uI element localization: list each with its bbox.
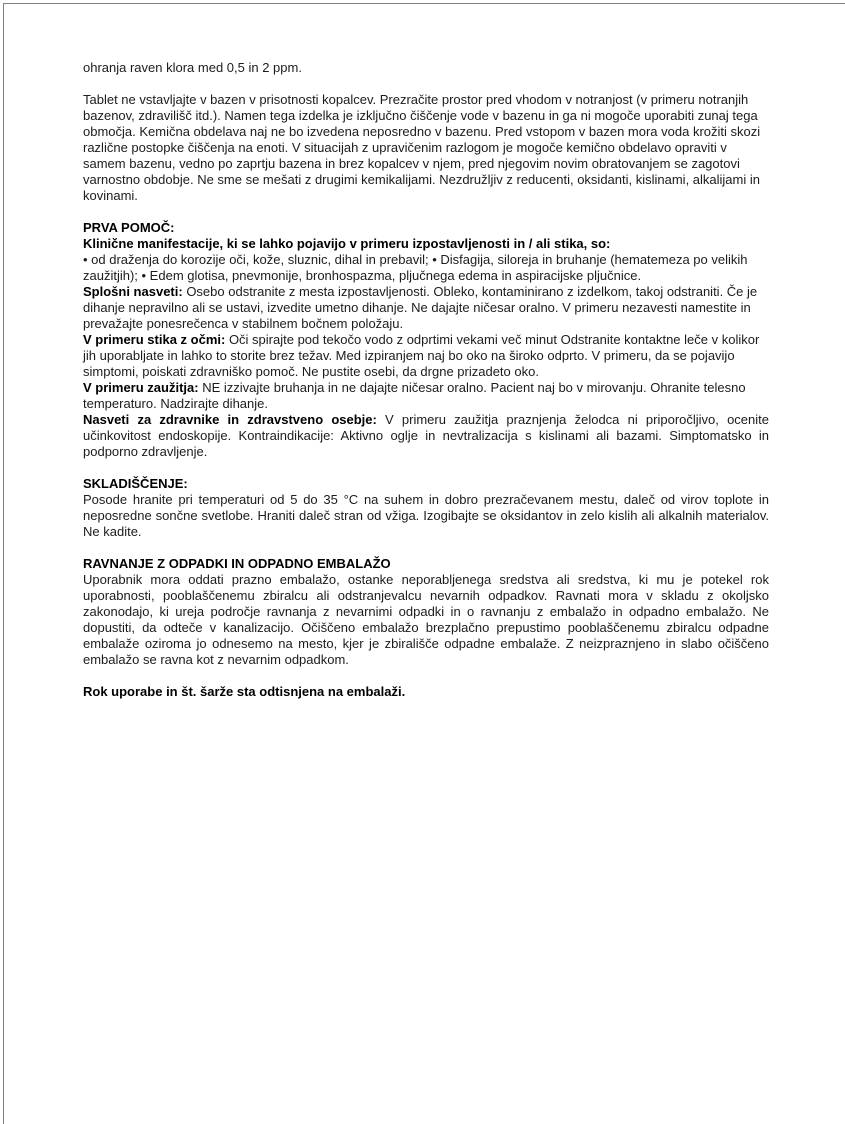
- usage-warning-paragraph-text: Tablet ne vstavljajte v bazen v prisotnosti kopalcev. Prezračite prostor pred vhodom v notranjost (v primeru notranjih bazenov, zdravilišč itd.). Namen tega izdelka je izključno čiščenje vode v bazenu in ga ni mogoče uporabiti zunaj tega območja. Kemična obdelava naj ne bo izvedena neposredno v bazenu. Pred vstopom v bazen mora voda krožiti skozi različne postopke čiščenja na enoti. V situacijah z upravičenim razlogom je mogoče kemično obdelavo opraviti v samem bazenu, vedno po zaprtju bazena in brez kopalcev v njem, pred njegovim novim obratovanjem se zagotovi varnostno obdobje. Ne sme se mešati z drugimi kemikalijami. Nezdružljiv z reducenti, oksidanti, kislinami, alkalijami in kovinami.: [83, 92, 761, 203]
- clinical-manifestations-list-text: • od draženja do korozije oči, kože, sluznic, dihal in prebavil; • Disfagija, siloreja in bruhanje (hematemeza po velikih zaužitjih); • Edem glotisa, pnevmonije, bronhospazma, pljučnega edema in aspiracijske pljučnice.: [83, 252, 748, 283]
- waste-handling-paragraph-text: Uporabnik mora oddati prazno embalažo, ostanke neporabljenega sredstva ali sredstva, ki mu je potekel rok uporabnosti, pooblaščenemu zbiralcu ali odstranjevalcu nevarnih odpadkov. Ravnati mora v skladu z okoljsko zakonodajo, ki ureja področje ravnanja z nevarnimi odpadki in o ravnanju z embalažo in odpadno embalažo. Ne dopustiti, da odteče v kanalizacijo. Očiščeno embalažo brezplačno prepustimo pooblaščenemu zbiralcu odpadne embalaže oziroma jo odnesemo na mesto, kjer je zbirališče odpadne embalaže. Z neizpraznjeno in slabo očiščeno embalažo se ravna kot z nevarnim odpadkom.: [83, 572, 769, 667]
- clinical-manifestations-heading: [83, 236, 769, 252]
- medical-staff-advice-text: V primeru zaužitja praznjenja želodca ni priporočljivo, ocenite učinkovitost endoskopije. Kontraindikacije: Aktivno oglje in nevtralizacija s kislinami ali bazami. Simptomatsko in podporno zdravljenje.: [83, 412, 770, 459]
- storage-paragraph: [83, 492, 769, 540]
- eye-contact-advice-label: V primeru stika z očmi:: [83, 332, 226, 347]
- general-advice: [83, 284, 769, 332]
- waste-handling-paragraph: [83, 572, 769, 668]
- first-aid-heading-label: PRVA POMOČ:: [83, 220, 175, 235]
- document-page: [3, 3, 845, 1124]
- general-advice-label: Splošni nasveti:: [83, 284, 183, 299]
- storage-paragraph-text: Posode hranite pri temperaturi od 5 do 35 °C na suhem in dobro prezračevanem mestu, daleč od virov toplote in neposredne sončne svetlobe. Hraniti daleč stran od vžiga. Izogibajte se oksidantov in zelo kislih ali alkalnih materialov. Ne kadite.: [83, 492, 769, 539]
- expiry-note-section: [83, 684, 769, 700]
- expiry-note-line: [83, 684, 769, 700]
- first-aid-heading: [83, 220, 769, 236]
- clinical-manifestations-heading-label: Klinične manifestacije, ki se lahko pojavijo v primeru izpostavljenosti in / ali stika, so:: [83, 236, 611, 251]
- waste-handling-heading: [83, 556, 769, 572]
- first-aid-section: [83, 220, 769, 460]
- ingestion-advice-label: V primeru zaužitja:: [83, 380, 199, 395]
- usage-warning-section: [83, 92, 769, 204]
- medical-staff-advice-label: Nasveti za zdravnike in zdravstveno osebje:: [83, 412, 377, 427]
- eye-contact-advice-text: Oči spirajte pod tekočo vodo z odprtimi vekami več minut Odstranite kontaktne leče v kolikor jih uporabljate in lahko to storite brez težav. Med izpiranjem naj bo oko na široko odprto. V primeru, da se pojavijo simptomi, poiskati zdravniško pomoč. Ne pustite osebi, da drgne prizadeto oko.: [83, 332, 760, 379]
- document-content: [4, 4, 845, 700]
- storage-heading: [83, 476, 769, 492]
- ingestion-advice-text: NE izzivajte bruhanja in ne dajajte ničesar oralno. Pacient naj bo v mirovanju. Ohranite telesno temperaturo. Nadzirajte dihanje.: [83, 380, 746, 411]
- medical-staff-advice: [83, 412, 769, 460]
- clinical-manifestations-list: [83, 252, 769, 284]
- storage-heading-label: SKLADIŠČENJE:: [83, 476, 188, 491]
- usage-warning-paragraph: [83, 92, 769, 204]
- chlorine-level-line: [83, 60, 769, 76]
- eye-contact-advice: [83, 332, 769, 380]
- waste-handling-section: [83, 556, 769, 668]
- expiry-note-line-label: Rok uporabe in št. šarže sta odtisnjena na embalaži.: [83, 684, 406, 699]
- chlorine-level-line-text: ohranja raven klora med 0,5 in 2 ppm.: [83, 60, 302, 75]
- general-advice-text: Osebo odstranite z mesta izpostavljenosti. Obleko, kontaminirano z izdelkom, takoj odstraniti. Če je dihanje nepravilno ali se ustavi, izvedite umetno dihanje. Ne dajajte ničesar oralno. V primeru nezavesti namestite in prevažajte ponesrečenca v stabilnem bočnem položaju.: [83, 284, 758, 331]
- waste-handling-heading-label: RAVNANJE Z ODPADKI IN ODPADNO EMBALAŽO: [83, 556, 391, 571]
- ingestion-advice: [83, 380, 769, 412]
- storage-section: [83, 476, 769, 540]
- chlorine-level-section: [83, 60, 769, 76]
